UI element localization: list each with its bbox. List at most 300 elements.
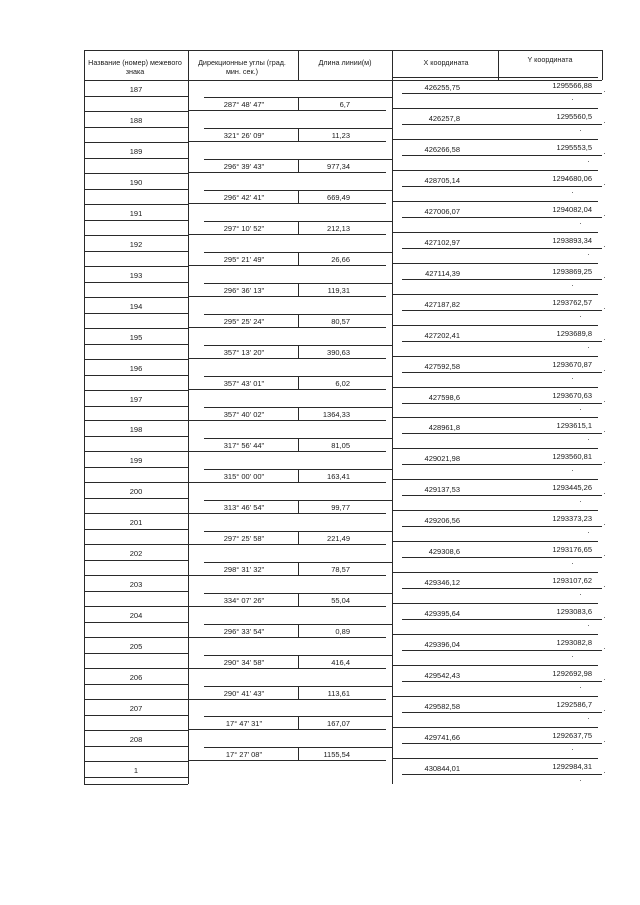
segment-direction-angle: 17° 27' 08" <box>225 750 263 759</box>
point-row-rule <box>84 746 188 747</box>
scan-dot <box>588 439 589 440</box>
scan-dot <box>588 161 589 162</box>
coordinate-row-rule <box>402 372 602 373</box>
segment-row-rule <box>188 203 386 204</box>
segment-divider <box>298 593 299 606</box>
point-y-coordinate: 1293670,87 <box>552 360 592 369</box>
point-row-rule <box>84 575 188 576</box>
segment-line-length: 977,34 <box>327 162 350 171</box>
scan-dot <box>604 401 605 402</box>
scan-dot <box>604 524 605 525</box>
point-y-coordinate: 1295553,5 <box>556 143 592 152</box>
segment-line-length: 6,7 <box>339 100 350 109</box>
point-row-rule <box>84 204 188 205</box>
scan-dot <box>604 184 605 185</box>
point-row-rule <box>84 297 188 298</box>
segment-row-rule <box>188 482 386 483</box>
segment-direction-angle: 296° 36' 13" <box>223 286 265 295</box>
segment-row-rule <box>188 513 386 514</box>
segment-direction-angle: 313° 46' 54" <box>223 503 265 512</box>
point-x-coordinate: 429395,64 <box>424 609 460 618</box>
segment-line-length: 99,77 <box>331 503 350 512</box>
coordinate-row-rule <box>402 557 602 558</box>
coordinate-row-rule <box>392 201 598 202</box>
segment-row-rule <box>188 544 386 545</box>
segment-divider <box>298 438 299 451</box>
segment-direction-angle: 357° 43' 01" <box>223 379 265 388</box>
segment-divider <box>298 97 299 110</box>
point-x-coordinate: 428705,14 <box>424 176 460 185</box>
scan-dot <box>572 192 573 193</box>
point-row-rule <box>84 436 188 437</box>
table-bottom-rule <box>84 784 188 785</box>
coordinate-row-rule <box>392 170 598 171</box>
coordinate-row-rule <box>402 681 602 682</box>
coordinate-row-rule <box>392 634 598 635</box>
segment-divider <box>298 469 299 482</box>
point-name: 188 <box>129 116 143 125</box>
segment-divider <box>298 314 299 327</box>
point-name: 191 <box>129 209 143 218</box>
point-y-coordinate: 1293176,65 <box>552 545 592 554</box>
point-row-rule <box>84 235 188 236</box>
point-row-rule <box>84 127 188 128</box>
point-name: 203 <box>129 580 143 589</box>
coordinate-row-rule <box>402 341 602 342</box>
point-row-rule <box>84 328 188 329</box>
coordinate-row-rule <box>402 217 602 218</box>
scan-dot <box>580 687 581 688</box>
point-row-rule <box>84 637 188 638</box>
scan-dot <box>580 316 581 317</box>
coordinate-row-rule <box>392 572 598 573</box>
coordinate-row-rule <box>402 279 602 280</box>
point-row-rule <box>84 282 188 283</box>
point-y-coordinate: 1295560,5 <box>556 112 592 121</box>
coordinate-row-rule <box>392 263 598 264</box>
header-y-coordinate: Y координата <box>527 55 573 64</box>
scan-dot <box>604 277 605 278</box>
coordinate-row-rule <box>402 712 602 713</box>
point-row-rule <box>84 111 188 112</box>
coordinate-row-rule <box>392 758 598 759</box>
point-row-rule <box>84 420 188 421</box>
scan-dot <box>572 285 573 286</box>
segment-line-length: 0,89 <box>335 627 350 636</box>
point-row-rule <box>84 560 188 561</box>
point-x-coordinate: 426266,58 <box>424 145 460 154</box>
scan-dot <box>604 679 605 680</box>
header-x-coordinate: X координата <box>423 58 469 67</box>
segment-row-rule <box>188 296 386 297</box>
segment-direction-angle: 334° 07' 26" <box>223 596 265 605</box>
coordinate-row-rule <box>402 186 602 187</box>
segment-line-length: 81,05 <box>331 441 350 450</box>
point-x-coordinate: 427598,6 <box>428 393 460 402</box>
point-row-rule <box>84 451 188 452</box>
segment-divider <box>298 716 299 729</box>
segment-line-length: 221,49 <box>327 534 350 543</box>
point-name: 187 <box>129 85 143 94</box>
coordinate-row-rule <box>392 541 598 542</box>
coordinate-row-rule <box>402 588 602 589</box>
scan-dot <box>604 462 605 463</box>
coordinate-row-rule <box>402 124 602 125</box>
point-row-rule <box>84 220 188 221</box>
point-row-rule <box>84 313 188 314</box>
point-name: 205 <box>129 642 143 651</box>
scan-dot <box>604 772 605 773</box>
point-name: 200 <box>129 487 143 496</box>
scan-dot <box>572 656 573 657</box>
coordinate-row-rule <box>392 603 598 604</box>
segment-direction-angle: 357° 13' 20" <box>223 348 265 357</box>
table-left-border <box>84 50 85 784</box>
scan-dot <box>588 718 589 719</box>
coordinate-row-rule <box>392 108 598 109</box>
scan-dot <box>572 378 573 379</box>
scan-dot <box>588 254 589 255</box>
point-x-coordinate: 430844,01 <box>424 764 460 773</box>
point-y-coordinate: 1293762,57 <box>552 298 592 307</box>
segment-direction-angle: 297° 25' 58" <box>223 534 265 543</box>
point-row-rule <box>84 359 188 360</box>
point-row-rule <box>84 513 188 514</box>
scan-dot <box>580 130 581 131</box>
point-y-coordinate: 1294082,04 <box>552 205 592 214</box>
segment-direction-angle: 290° 41' 43" <box>223 689 265 698</box>
point-row-rule <box>84 158 188 159</box>
coordinate-row-rule <box>392 387 598 388</box>
point-row-rule <box>84 142 188 143</box>
table-right-border <box>602 50 603 80</box>
point-y-coordinate: 1294680,06 <box>552 174 592 183</box>
point-y-coordinate: 1293670,63 <box>552 391 592 400</box>
point-y-coordinate: 1293560,81 <box>552 452 592 461</box>
coordinate-row-rule <box>392 448 598 449</box>
point-x-coordinate: 429741,66 <box>424 733 460 742</box>
point-y-coordinate: 1293082,8 <box>556 638 592 647</box>
coordinate-row-rule <box>402 403 602 404</box>
coordinate-row-rule <box>402 155 602 156</box>
segment-divider <box>298 283 299 296</box>
point-y-coordinate: 1293107,62 <box>552 576 592 585</box>
scan-dot <box>588 347 589 348</box>
point-y-coordinate: 1293445,26 <box>552 483 592 492</box>
segment-direction-angle: 317° 56' 44" <box>223 441 265 450</box>
scan-dot <box>588 532 589 533</box>
segment-divider <box>298 345 299 358</box>
scan-dot <box>604 586 605 587</box>
scan-dot <box>604 617 605 618</box>
segment-line-length: 113,61 <box>327 689 350 698</box>
coordinate-row-rule <box>402 495 602 496</box>
segment-line-length: 390,63 <box>327 348 350 357</box>
scan-dot <box>604 215 605 216</box>
segment-divider <box>298 190 299 203</box>
scan-dot <box>580 594 581 595</box>
coordinate-row-rule <box>392 510 598 511</box>
coordinate-row-rule <box>402 619 602 620</box>
point-row-rule <box>84 80 188 81</box>
header-line-length: Длина линии(м) <box>318 58 372 67</box>
segment-row-rule <box>188 575 386 576</box>
point-y-coordinate: 1293615,1 <box>556 421 592 430</box>
segment-line-length: 416,4 <box>331 658 350 667</box>
segment-direction-angle: 287° 48' 47" <box>223 100 265 109</box>
coordinate-row-rule <box>402 464 602 465</box>
segment-line-length: 6,02 <box>335 379 350 388</box>
point-name: 195 <box>129 333 143 342</box>
scan-dot <box>604 308 605 309</box>
point-name: 190 <box>129 178 143 187</box>
scan-dot <box>580 409 581 410</box>
scan-dot <box>604 246 605 247</box>
segment-row-rule <box>188 420 386 421</box>
segment-divider <box>298 128 299 141</box>
segment-divider <box>298 747 299 760</box>
segment-line-length: 167,07 <box>327 719 350 728</box>
coordinate-row-rule <box>402 650 602 651</box>
segment-line-length: 26,66 <box>331 255 350 264</box>
coordinate-row-rule <box>402 310 602 311</box>
coordinate-row-rule <box>392 696 598 697</box>
point-x-coordinate: 429021,98 <box>424 454 460 463</box>
segment-line-length: 11,23 <box>331 131 350 140</box>
coordinate-row-rule <box>392 77 598 78</box>
coordinate-row-rule <box>392 232 598 233</box>
segment-divider <box>298 686 299 699</box>
header-direction-angle: Дирекционные углы (град. мин. сек.) <box>198 58 286 76</box>
coordinate-row-rule <box>402 743 602 744</box>
point-x-coordinate: 429308,6 <box>428 547 460 556</box>
point-y-coordinate: 1293083,6 <box>556 607 592 616</box>
point-x-coordinate: 427102,97 <box>424 238 460 247</box>
segment-row-rule <box>188 234 386 235</box>
point-x-coordinate: 429346,12 <box>424 578 460 587</box>
point-name: 1 <box>133 766 139 775</box>
scan-dot <box>604 648 605 649</box>
point-name: 202 <box>129 549 143 558</box>
segment-line-length: 669,49 <box>327 193 350 202</box>
scan-dot <box>572 563 573 564</box>
segment-line-length: 163,41 <box>327 472 350 481</box>
segment-direction-angle: 296° 42' 41" <box>223 193 265 202</box>
point-row-rule <box>84 189 188 190</box>
point-name: 206 <box>129 673 143 682</box>
point-name: 208 <box>129 735 143 744</box>
y-column-rule <box>498 50 499 80</box>
segment-row-rule <box>188 265 386 266</box>
segment-direction-angle: 297° 10' 52" <box>223 224 265 233</box>
scan-dot <box>604 122 605 123</box>
header-top-rule <box>84 50 602 51</box>
scan-dot <box>604 431 605 432</box>
segment-divider <box>298 655 299 668</box>
point-x-coordinate: 427187,82 <box>424 300 460 309</box>
point-row-rule <box>84 544 188 545</box>
segment-divider <box>298 531 299 544</box>
point-row-rule <box>84 498 188 499</box>
point-row-rule <box>84 406 188 407</box>
scan-dot <box>604 370 605 371</box>
segment-line-length: 55,04 <box>331 596 350 605</box>
point-name: 198 <box>129 425 143 434</box>
point-x-coordinate: 427114,39 <box>425 269 460 278</box>
coordinate-row-rule <box>402 774 602 775</box>
scan-dot <box>580 223 581 224</box>
segment-divider <box>298 562 299 575</box>
segment-row-rule <box>188 141 386 142</box>
length-column-rule <box>298 50 299 80</box>
scan-dot <box>604 91 605 92</box>
point-row-rule <box>84 653 188 654</box>
point-x-coordinate: 427006,07 <box>424 207 460 216</box>
coordinate-row-rule <box>392 294 598 295</box>
point-row-rule <box>84 668 188 669</box>
point-y-coordinate: 1293893,34 <box>552 236 592 245</box>
segment-direction-angle: 315° 00' 00" <box>223 472 265 481</box>
point-y-coordinate: 1292984,31 <box>552 762 592 771</box>
scan-dot <box>572 749 573 750</box>
segment-line-length: 119,31 <box>327 286 350 295</box>
scan-dot <box>572 99 573 100</box>
point-x-coordinate: 428961,8 <box>428 423 460 432</box>
point-y-coordinate: 1292586,7 <box>556 700 592 709</box>
point-row-rule <box>84 467 188 468</box>
segment-line-length: 78,57 <box>331 565 350 574</box>
point-name: 197 <box>129 395 143 404</box>
segment-direction-angle: 295° 25' 24" <box>223 317 265 326</box>
point-x-coordinate: 427202,41 <box>424 331 460 340</box>
point-name: 194 <box>129 302 143 311</box>
segment-divider <box>298 624 299 637</box>
coordinate-row-rule <box>392 417 598 418</box>
coordinate-row-rule <box>402 248 602 249</box>
point-y-coordinate: 1295566,88 <box>552 81 592 90</box>
point-row-rule <box>84 375 188 376</box>
scan-dot <box>604 339 605 340</box>
point-row-rule <box>84 529 188 530</box>
header-point-name: Название (номер) межевого знака <box>88 58 182 76</box>
coordinate-row-rule <box>392 356 598 357</box>
segment-divider <box>298 407 299 420</box>
scan-dot <box>580 780 581 781</box>
point-x-coordinate: 427592,58 <box>424 362 460 371</box>
point-name: 204 <box>129 611 143 620</box>
point-row-rule <box>84 715 188 716</box>
point-y-coordinate: 1293373,23 <box>552 514 592 523</box>
coordinate-row-rule <box>392 139 598 140</box>
segment-divider <box>298 221 299 234</box>
point-row-rule <box>84 344 188 345</box>
segment-row-rule <box>188 668 386 669</box>
segment-row-rule <box>188 637 386 638</box>
coordinate-row-rule <box>402 433 602 434</box>
point-row-rule <box>84 684 188 685</box>
segment-direction-angle: 321° 26' 09" <box>223 131 265 140</box>
point-name: 201 <box>129 518 143 527</box>
point-x-coordinate: 429542,43 <box>424 671 460 680</box>
segment-divider <box>298 500 299 513</box>
coordinate-row-rule <box>392 665 598 666</box>
point-row-rule <box>84 390 188 391</box>
scan-dot <box>604 555 605 556</box>
scan-dot <box>604 493 605 494</box>
scan-dot <box>604 153 605 154</box>
point-x-coordinate: 426257,8 <box>428 114 460 123</box>
point-name: 196 <box>129 364 143 373</box>
segment-row-rule <box>188 110 386 111</box>
point-x-coordinate: 429396,04 <box>424 640 460 649</box>
point-row-rule <box>84 622 188 623</box>
segment-direction-angle: 357° 40' 02" <box>223 410 265 419</box>
point-y-coordinate: 1292637,75 <box>552 731 592 740</box>
point-row-rule <box>84 266 188 267</box>
point-row-rule <box>84 606 188 607</box>
segment-line-length: 1155,54 <box>323 750 350 759</box>
segment-direction-angle: 298° 31' 32" <box>223 565 265 574</box>
coordinate-row-rule <box>402 93 602 94</box>
segment-row-rule <box>188 760 386 761</box>
segment-row-rule <box>188 606 386 607</box>
point-name: 207 <box>129 704 143 713</box>
segment-direction-angle: 290° 34' 58" <box>223 658 265 667</box>
segment-line-length: 212,13 <box>327 224 350 233</box>
segment-row-rule <box>188 358 386 359</box>
point-y-coordinate: 1293869,25 <box>552 267 592 276</box>
coordinate-row-rule <box>402 526 602 527</box>
point-x-coordinate: 429582,58 <box>424 702 460 711</box>
point-row-rule <box>84 251 188 252</box>
point-x-coordinate: 429137,53 <box>424 485 460 494</box>
coordinate-row-rule <box>392 727 598 728</box>
scan-dot <box>604 710 605 711</box>
scan-dot <box>588 625 589 626</box>
point-row-rule <box>84 699 188 700</box>
segment-row-rule <box>188 699 386 700</box>
coordinate-row-rule <box>392 325 598 326</box>
coordinate-row-rule <box>392 479 598 480</box>
segment-direction-angle: 17° 47' 31" <box>225 719 263 728</box>
point-name: 189 <box>129 147 143 156</box>
point-row-rule <box>84 761 188 762</box>
segment-divider <box>298 376 299 389</box>
point-row-rule <box>84 482 188 483</box>
segment-divider <box>298 159 299 172</box>
point-y-coordinate: 1292692,98 <box>552 669 592 678</box>
point-row-rule <box>84 96 188 97</box>
point-x-coordinate: 429206,56 <box>424 516 460 525</box>
segment-divider <box>298 252 299 265</box>
segment-row-rule <box>188 389 386 390</box>
segment-row-rule <box>188 172 386 173</box>
segment-direction-angle: 295° 21' 49" <box>223 255 265 264</box>
segment-direction-angle: 296° 33' 54" <box>223 627 265 636</box>
point-row-rule <box>84 173 188 174</box>
point-name: 199 <box>129 456 143 465</box>
segment-row-rule <box>188 729 386 730</box>
point-name: 192 <box>129 240 143 249</box>
segment-direction-angle: 296° 39' 43" <box>223 162 265 171</box>
segment-line-length: 1364,33 <box>322 410 350 419</box>
point-y-coordinate: 1293689,8 <box>556 329 592 338</box>
point-x-coordinate: 426255,75 <box>424 83 460 92</box>
angle-column-rule <box>188 50 189 784</box>
scan-dot <box>604 741 605 742</box>
scan-dot <box>572 470 573 471</box>
scan-dot <box>580 501 581 502</box>
